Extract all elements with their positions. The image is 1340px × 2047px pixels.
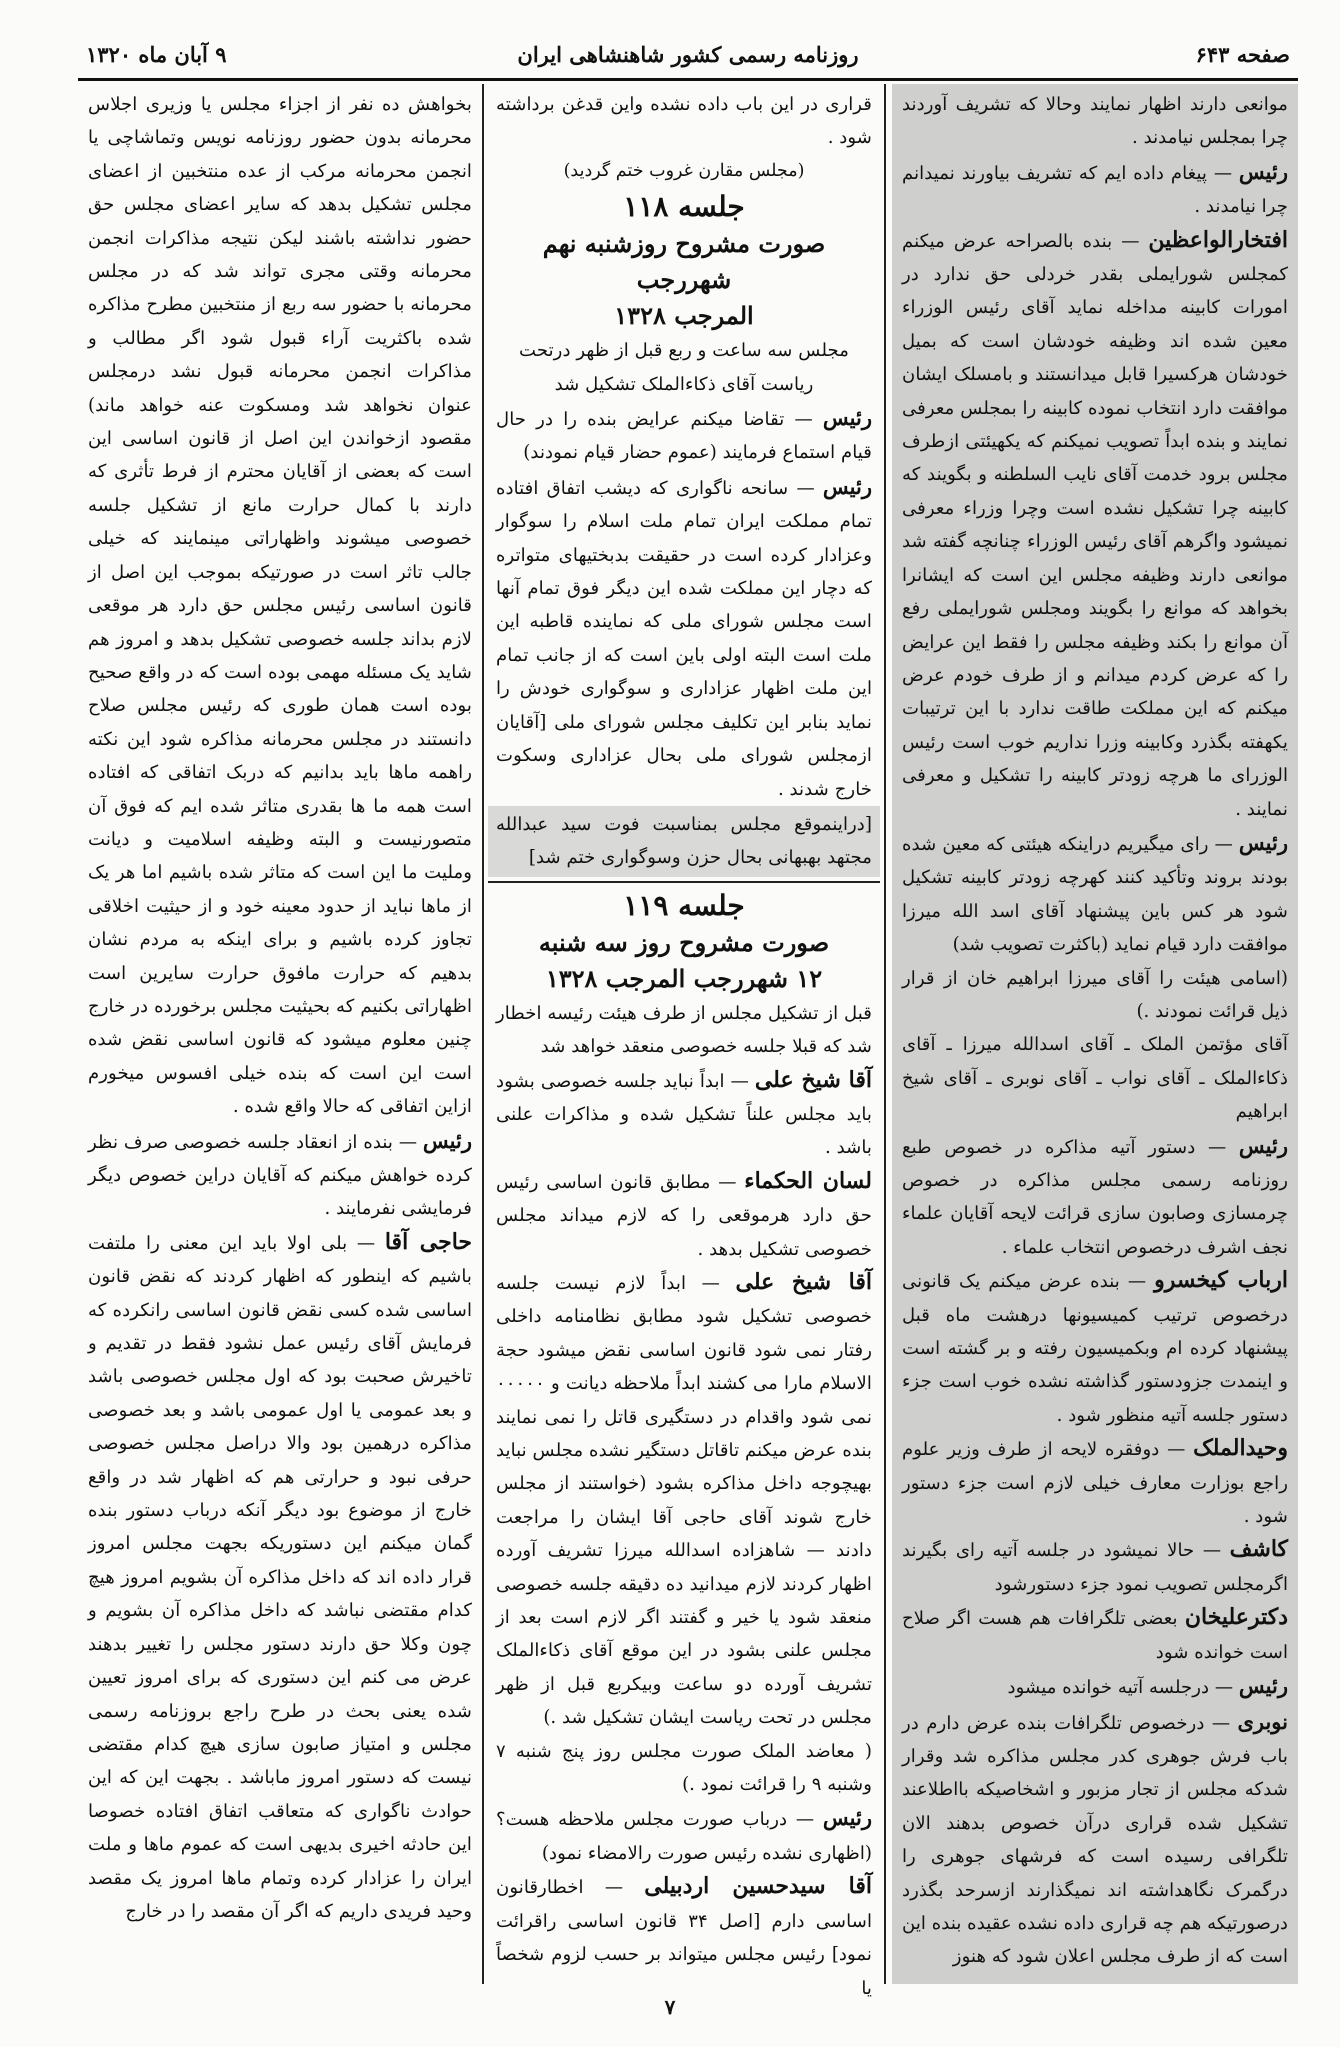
header-date: ۹ آبان ماه ۱۳۲۰	[86, 42, 227, 67]
speaker-name: ارباب کیخسرو	[1154, 1267, 1288, 1294]
paragraph: رئیس — تقاضا میکنم عرایض بنده را در حال قیام استماع فرمایند (عموم حضار قیام نمودند)	[496, 405, 872, 464]
paragraph: افتخارالواعظین — بنده بالصراحه عرض میکنم کمجلس شورایملی بقدر خردلی حق ندارد در امورات کابینه مداخله نماید آقای رئیس الوزراء معین شده اند وظیفه خودشان است که بمیل خودشان هرکسیرا قابل میدانستند و بامسلک ایشان موافقت دارد انتخاب نموده کابینه را بمجلس معرفی نمایند و بنده ابداً تصویب نمیکنم که یکهیئتی ازطرف مجلس برود خدمت آقای نایب السلطنه و بگویند که کابینه چرا تشکیل نشده است وچرا وزراء معرفی نمیشود واگرهم آقای رئیس الوزراء چنانچه گفته شد موانعی دارند وظیفه مجلس این است که ایشانرا بخواهد که موانع را بگویند ومجلس شورایملی رفع آن موانع را بکند وظیفه مجلس را فقط این عرایض را که عرض کردم میدانم و از طرف خودم عرض میکنم که این مملکت طاقت ندارد با این ترتیبات یکهفته بگذرد وکابینه وزرا نداریم خوب است رئیس الوزرای ما هرچه زودتر کابینه را تشکیل و معرفی نمایند .	[902, 226, 1288, 820]
paragraph: آقای مؤتمن الملک ـ آقای اسدالله میرزا ـ آقای ذکاءالملک ـ آقای نواب ـ آقای نوبری ـ آقای شیخ ابراهیم	[902, 1034, 1288, 1123]
paragraph: رئیس — درباب صورت مجلس ملاحظه هست؟ (اظهاری نشده رئیس صورت رالامضاء نمود)	[496, 1805, 872, 1864]
session-118-title: جلسه ۱۱۸	[623, 190, 745, 224]
paragraph: رئیس — بنده از انعقاد جلسه خصوصی صرف نظر کرده خواهش میکنم که آقایان دراین خصوص دیگر فرمایشی نفرمایند .	[88, 1127, 472, 1220]
speaker-name: رئیس	[822, 1805, 872, 1831]
speaker-name: دکترعلیخان	[1184, 1604, 1288, 1631]
paragraph: آقا شیخ علی — ابداً نباید جلسه خصوصی بشود باید مجلس علناً تشکیل شده و مذاکرات علنی باشد .	[496, 1066, 872, 1159]
speaker-name: لسان الحکماء	[744, 1167, 872, 1194]
paragraph: لسان الحکماء — مطابق قانون اساسی رئیس حق دارد هرموقعی را که لازم میداند مجلس خصوصی تشکیل بدهد .	[496, 1167, 872, 1260]
speaker-name: رئیس	[1238, 1132, 1288, 1158]
note-text: [دراینموقع مجلس بمناسبت فوت سید عبدالله مجتهد بهبهانی بحال حزن وسوگواری ختم شد]	[496, 813, 872, 869]
speaker-name: نوبری	[1237, 1708, 1288, 1734]
right-column	[892, 84, 1298, 1984]
paragraph: رئیس — درجلسه آتیه خوانده میشود	[1007, 1673, 1288, 1699]
session-118-subtitle: المرجب ۱۳۲۸	[614, 301, 754, 331]
paragraph: نوبری — درخصوص تلگرافات بنده عرض دارم در باب فرش جوهری کدر مجلس مذاکره شد وقرار شدکه مجلس از تجار مزبور و اشخاصیکه بااطلاعند تشکیل شده قراری درآن خصوص بدهند الان تلگرافی رسیده است که فرشهای جوهری را درگمرک نگاهداشته اند نمیگذارند ازسرحد بگذرد درصورتیکه هم چه قراری داده نشده عقیده بنده این است که از طرف مجلس اعلان شود که هنوز	[902, 1708, 1288, 1968]
middle-column	[488, 84, 880, 1999]
speaker-name: رئیس	[422, 1127, 472, 1153]
speaker-name: آقا شیخ علی	[754, 1066, 872, 1093]
speaker-name: رئیس	[1238, 829, 1288, 855]
shaded-note	[488, 806, 880, 877]
paragraph: رئیس — دستور آتیه مذاکره در خصوص طبع روزنامه رسمی مجلس مذاکره در خصوص چرمسازی وصابون سازی قرائت لایحه آقایان علماء نجف اشرف درخصوص انتخاب علماء .	[902, 1132, 1288, 1258]
column-divider	[884, 84, 886, 1984]
speaker-name: رئیس	[1238, 1673, 1288, 1699]
paragraph: بخواهش ده نفر از اجزاء مجلس یا وزیری اجلاس محرمانه بدون حضور روزنامه نویس وتماشاچی یا انجمن محرمانه مرکب از عده منتخبین از اعضای مجلس تشکیل بدهد که سایر اعضای مجلس حق حضور نداشته باشند لیکن نتیجه مذاکرات انجمن محرمانه وقتی مجری تواند شد که در مجلس محرمانه با حضور سه ربع از منتخبین مطرح مذاکره شده باکثریت آراء قبول شود اگر مطالب و مذاکرات انجمن محرمانه قبول نشد درمجلس عنوان نخواهد شد ومسکوت عنه خواهد ماند) مقصود ازخواندن این اصل از قانون اساسی این است که بعضی از آقایان محترم از فرط تأثری که دارند با کمال حرارت مانع از تشکیل جلسه خصوصی میشوند واظهاراتی مینمایند که خیلی جالب تاثر است در صورتیکه بموجب این اصل از قانون اساسی رئیس مجلس حق دارد هر موقعی لازم بداند جلسه خصوصی تشکیل بدهد و امروز هم شاید یک مسئله مهمی بوده است که در واقع صحیح بوده است همان طوری که رئیس مجلس صلاح دانستند در مجلس محرمانه مذاکره شود این نکته راهمه ماها باید بدانیم که دربک اتفاقی که افتاده است همه ما ها بقدری متاثر شده ایم که فوق آن متصورنیست و البته وظیفه اسلامیت و دیانت وملیت ما این است که متاثر شده باشیم اما هر یک از ماها نباید از حدود معینه خود و از حیثیت اخلاقی تجاوز کرده باشیم و برای اینکه به مردم نشان بدهیم که حرارت مافوق حرارت سایرین است اظهاراتی بکنیم که بحیثیت مجلس برخورده در خارج چنین معلوم میشود که قانون اساسی نقض شده است این است که بنده خیلی افسوس میخورم ازاین اتفاقی که حالا واقع شده .	[88, 94, 472, 1118]
speaker-name: حاجی آقا	[384, 1228, 473, 1255]
session-opening: مجلس سه ساعت و ربع قبل از ظهر درتحت ریاست آقای ذکاءالملک تشکیل شد	[519, 340, 849, 395]
paragraph: کاشف — حالا نمیشود در جلسه آتیه رای بگیرند اگرمجلس تصویب نمود جزء دستورشود	[902, 1536, 1288, 1595]
speaker-name: رئیس	[822, 473, 872, 499]
paragraph: رئیس — سانحه ناگواری که دیشب اتفاق افتاده تمام مملکت ایران تمام ملت اسلام را سوگوار وعزادار کرده است در حقیقت بدبختیهای متواتره که دچار این مملکت شده این دیگر فوق تمام آنها است مجلس شورای ملی که نماینده قاطبه این ملت است البته اولی باین است که از جانب تمام این ملت اظهار عزاداری و سوگواری خودش را نماید بنابر این تکلیف مجلس شورای ملی [آقایان ازمجلس شورای ملی بحال عزاداری وسکوت خارج شدند .	[496, 473, 872, 800]
speaker-name: وحیدالملک	[1193, 1435, 1288, 1462]
paragraph: (اسامی هیئت را آقای میرزا ابراهیم خان از قرار ذیل قرائت نمودند .)	[902, 967, 1288, 1022]
session-119-subtitle: صورت مشروح روز سه شنبه	[538, 927, 830, 957]
adjournment-note: (مجلس مقارن غروب ختم گردید)	[563, 160, 805, 181]
header-title: روزنامه رسمی کشور شاهنشاهی ایران	[517, 42, 859, 67]
paragraph: موانعی دارند اظهار نمایند وحالا که تشریف آوردند چرا بمجلس نیامدند .	[902, 94, 1288, 149]
section-rule	[488, 881, 880, 883]
paragraph: آقا سیدحسین اردبیلی — اخطارقانون اساسی دارم [اصل ۳۴ قانون اساسی راقرائت نمود] رئیس مجلس میتواند بر حسب لزوم شخصاً یا	[496, 1873, 873, 1999]
paragraph: قبل از تشکیل مجلس از طرف هیئت رئیسه اخطار شد که قبلا جلسه خصوصی منعقد خواهد شد	[496, 1002, 872, 1058]
paragraph: ( معاضد الملک صورت مجلس روز پنج شنبه ۷ وشنبه ۹ را قرائت نمود .)	[496, 1740, 872, 1796]
left-column	[78, 84, 478, 1984]
speaker-name: آقا شیخ علی	[735, 1268, 872, 1295]
session-118-subtitle: صورت مشروح روزشنبه نهم شهررجب	[542, 229, 826, 295]
paragraph: حاجی آقا — بلی اولا باید این معنی را ملتفت باشیم که اینطور که اظهار کردند که نقض قانون اساسی شده کسی نقض قانون اساسی رانکرده که فرمایش آقای رئیس عمل نشود فقط در تقدیم و تاخیرش صحبت بود که اول مجلس خصوصی باشد و بعد عمومی یا اول عمومی باشد و بعد خصوصی مذاکره درهمین بود والا دراصل مجلس خصوصی حرفی نبود و حرارتی هم که اظهار شد در واقع خارج از موضوع بود دیگر آنکه درباب دستور بنده گمان میکنم این دستوریکه بجهت مجلس امروز قرار داده اند که داخل مذاکره آن بشویم امروز هیچ کدام مقتضی نباشد که داخل مذاکره آن بشویم و چون وکلا حق دارند دستور مجلس را تغییر بدهند عرض می کنم این دستوری که برای امروز تعیین شده یعنی بحث در طرح راجع بروزنامه رسمی مجلس و امتیاز صابون سازی هیچ کدام مقتضی نیست که دستور امروز ماباشد . بجهت این که این حوادث ناگواری که متعاقب اتفاق افتاده خصوصا این حادثه اخیری بدیهی است که عموم ماها و ملت ایران را عزادار کرده وتمام ماها امروز یک مقصد وحید فریدی داریم که اگر آن مقصد را در خارج	[88, 1228, 473, 1922]
page-number: ۷	[664, 1995, 676, 2019]
paragraph: وحیدالملک — دوفقره لایحه از طرف وزیر علوم راجع بوزارت معارف خیلی لازم است جزء دستور شود .	[902, 1435, 1288, 1528]
session-119-subtitle: ۱۲ شهررجب المرجب ۱۳۲۸	[545, 963, 823, 993]
paragraph: قراری در این باب داده نشده واین قدغن برداشته شود .	[496, 94, 872, 149]
column-divider	[482, 84, 484, 1984]
paragraph: رئیس — رای میگیریم دراینکه هیئتی که معین شده بودند بروند وتأکید کنند کهرچه زودتر کابینه تشکیل شود هر کس باین پیشنهاد آقای اسد الله میرزا موافقت دارد قیام نماید (باکثرت تصویب شد)	[902, 829, 1288, 956]
header-page-label: صفحه ۶۴۳	[1195, 42, 1290, 67]
speaker-name: رئیس	[1238, 158, 1288, 184]
paragraph: دکترعلیخان بعضی تلگرافات هم هست اگر صلاح است خوانده شود	[902, 1604, 1288, 1663]
speaker-name: افتخارالواعظین	[1148, 226, 1288, 253]
speaker-name: رئیس	[822, 405, 872, 431]
paragraph: ارباب کیخسرو — بنده عرض میکنم یک قانونی درخصوص ترتیب کمیسیونها درهشت ماه قبل پیشنهاد کرده ام وبکمیسیون رفته و بر گشته است و اینمدت جزودستور گذاشته نشده خوب است جزء دستور جلسه آتیه منظور شود .	[902, 1267, 1288, 1426]
page-header	[78, 38, 1298, 76]
paragraph: رئیس — پیغام داده ایم که تشریف بیاورند نمیدانم چرا نیامدند .	[902, 158, 1288, 218]
speaker-name: آقا سیدحسین اردبیلی	[644, 1873, 873, 1900]
header-rule	[78, 78, 1298, 81]
paragraph: آقا شیخ علی — ابداً لازم نیست جلسه خصوصی تشکیل شود مطابق نظامنامه داخلی رفتار نمی شود قانون اساسی نقض میشود حجة الاسلام مارا می کشند ابداً ملاحظه دیانت و ۰۰۰۰۰ نمی شود واقدام در دستگیری قاتل را نمی نمایند بنده عرض میکنم تاقاتل دستگیر نشده مجلس نباید بهیچوجه داخل مذاکره بشود (خواستند از مجلس خارج شوند آقای حاجی آقا ایشان را مراجعت دادند — شاهزاده اسدالله میرزا تشریف آورده اظهار کردند لازم میدانید ده دقیقه جلسه خصوصی منعقد شود یا خیر و گفتند اگر لازم است بعد از مجلس علنی بشود در این موقع آقای ذکاءالملک تشریف آورده دو ساعت وبیکربع قبل از ظهر مجلس در تحت ریاست ایشان تشکیل شد .)	[496, 1268, 872, 1729]
speaker-name: کاشف	[1229, 1536, 1288, 1563]
session-119-title: جلسه ۱۱۹	[623, 888, 745, 922]
